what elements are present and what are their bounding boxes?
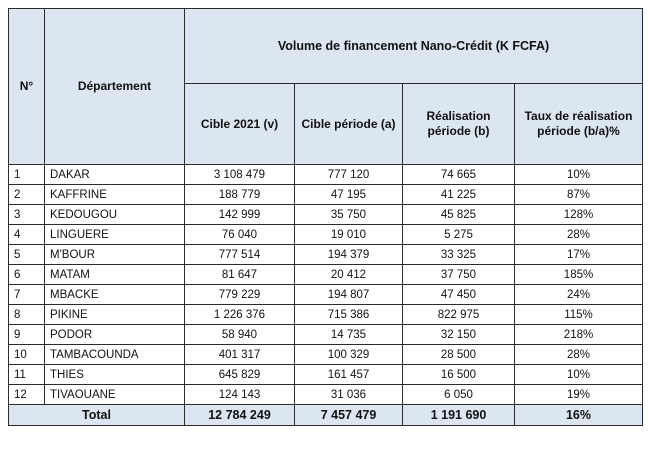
total-cible-2021: 12 784 249: [185, 405, 295, 426]
cell-no: 3: [9, 205, 45, 225]
cell-realisation: 47 450: [403, 285, 515, 305]
financing-table-container: [8, 8, 642, 426]
header-realisation-periode: Réalisation période (b): [403, 84, 515, 165]
cell-cible-2021: 779 229: [185, 285, 295, 305]
cell-cible-periode: 777 120: [295, 165, 403, 185]
cell-realisation: 28 500: [403, 345, 515, 365]
table-row: [9, 365, 643, 385]
cell-taux: 218%: [515, 325, 643, 345]
cell-no: 12: [9, 385, 45, 405]
cell-cible-periode: 47 195: [295, 185, 403, 205]
cell-no: 8: [9, 305, 45, 325]
cell-no: 1: [9, 165, 45, 185]
cell-no: 9: [9, 325, 45, 345]
cell-no: 10: [9, 345, 45, 365]
table-row: [9, 345, 643, 365]
cell-realisation: 16 500: [403, 365, 515, 385]
cell-departement: PIKINE: [45, 305, 185, 325]
cell-departement: MATAM: [45, 265, 185, 285]
table-row: [9, 225, 643, 245]
table-row: [9, 185, 643, 205]
total-row: [9, 405, 643, 426]
cell-no: 5: [9, 245, 45, 265]
total-realisation: 1 191 690: [403, 405, 515, 426]
table-row: [9, 165, 643, 185]
cell-departement: TAMBACOUNDA: [45, 345, 185, 365]
cell-taux: 10%: [515, 165, 643, 185]
cell-realisation: 45 825: [403, 205, 515, 225]
header-no: N°: [9, 9, 45, 165]
cell-cible-2021: 188 779: [185, 185, 295, 205]
cell-realisation: 41 225: [403, 185, 515, 205]
cell-cible-2021: 777 514: [185, 245, 295, 265]
table-row: [9, 325, 643, 345]
cell-taux: 115%: [515, 305, 643, 325]
header-group-title: Volume de financement Nano-Crédit (K FCFA): [185, 9, 643, 84]
cell-cible-periode: 31 036: [295, 385, 403, 405]
cell-cible-2021: 124 143: [185, 385, 295, 405]
financing-table: [8, 8, 643, 426]
header-cible-2021: Cible 2021 (v): [185, 84, 295, 165]
table-row: [9, 305, 643, 325]
cell-cible-2021: 81 647: [185, 265, 295, 285]
cell-departement: DAKAR: [45, 165, 185, 185]
table-row: [9, 265, 643, 285]
cell-departement: TIVAOUANE: [45, 385, 185, 405]
cell-cible-2021: 1 226 376: [185, 305, 295, 325]
table-body: [9, 165, 643, 426]
cell-cible-periode: 35 750: [295, 205, 403, 225]
total-taux: 16%: [515, 405, 643, 426]
cell-realisation: 32 150: [403, 325, 515, 345]
cell-departement: THIES: [45, 365, 185, 385]
cell-no: 2: [9, 185, 45, 205]
cell-no: 4: [9, 225, 45, 245]
cell-departement: PODOR: [45, 325, 185, 345]
cell-taux: 24%: [515, 285, 643, 305]
cell-cible-periode: 20 412: [295, 265, 403, 285]
cell-realisation: 5 275: [403, 225, 515, 245]
cell-realisation: 6 050: [403, 385, 515, 405]
cell-cible-2021: 645 829: [185, 365, 295, 385]
cell-taux: 19%: [515, 385, 643, 405]
cell-cible-periode: 194 379: [295, 245, 403, 265]
cell-cible-2021: 58 940: [185, 325, 295, 345]
cell-departement: MBACKE: [45, 285, 185, 305]
cell-cible-periode: 161 457: [295, 365, 403, 385]
cell-taux: 128%: [515, 205, 643, 225]
cell-taux: 10%: [515, 365, 643, 385]
cell-no: 6: [9, 265, 45, 285]
table-row: [9, 245, 643, 265]
cell-cible-2021: 401 317: [185, 345, 295, 365]
cell-cible-2021: 76 040: [185, 225, 295, 245]
cell-cible-periode: 14 735: [295, 325, 403, 345]
cell-no: 11: [9, 365, 45, 385]
cell-taux: 28%: [515, 225, 643, 245]
cell-taux: 28%: [515, 345, 643, 365]
cell-departement: KAFFRINE: [45, 185, 185, 205]
cell-cible-periode: 194 807: [295, 285, 403, 305]
cell-departement: LINGUERE: [45, 225, 185, 245]
table-row: [9, 285, 643, 305]
cell-taux: 185%: [515, 265, 643, 285]
header-cible-periode: Cible période (a): [295, 84, 403, 165]
table-row: [9, 205, 643, 225]
cell-cible-periode: 19 010: [295, 225, 403, 245]
cell-taux: 87%: [515, 185, 643, 205]
header-taux: Taux de réalisation période (b/a)%: [515, 84, 643, 165]
total-label: Total: [9, 405, 185, 426]
cell-cible-2021: 3 108 479: [185, 165, 295, 185]
cell-departement: M'BOUR: [45, 245, 185, 265]
cell-cible-periode: 715 386: [295, 305, 403, 325]
cell-taux: 17%: [515, 245, 643, 265]
cell-realisation: 74 665: [403, 165, 515, 185]
cell-realisation: 37 750: [403, 265, 515, 285]
cell-cible-periode: 100 329: [295, 345, 403, 365]
header-departement: Département: [45, 9, 185, 165]
cell-departement: KEDOUGOU: [45, 205, 185, 225]
total-cible-periode: 7 457 479: [295, 405, 403, 426]
cell-no: 7: [9, 285, 45, 305]
cell-realisation: 822 975: [403, 305, 515, 325]
cell-realisation: 33 325: [403, 245, 515, 265]
table-row: [9, 385, 643, 405]
cell-cible-2021: 142 999: [185, 205, 295, 225]
